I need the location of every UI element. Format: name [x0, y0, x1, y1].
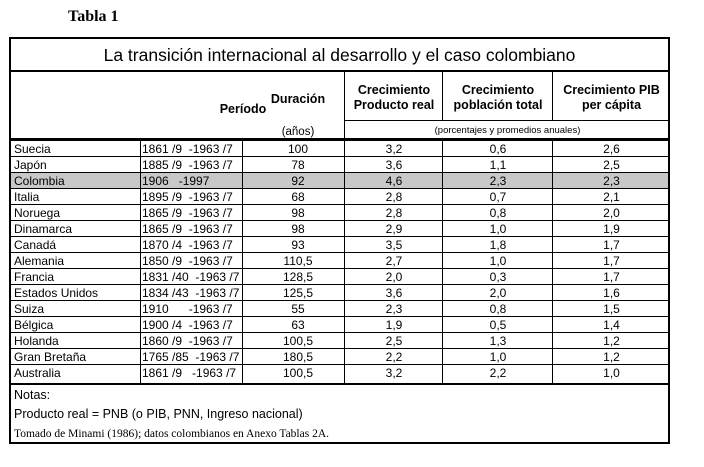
country-cell: Alemania [14, 254, 65, 268]
divider [442, 140, 443, 383]
growth-population-cell: 0,3 [489, 270, 507, 284]
divider [242, 140, 243, 383]
table-row [11, 284, 668, 300]
growth-population-cell: 1,8 [489, 238, 507, 252]
divider [552, 140, 553, 383]
country-cell: Noruega [14, 206, 61, 220]
duration-cell: 125,5 [282, 286, 314, 300]
duration-cell: 180,5 [282, 350, 314, 364]
duration-cell: 98 [291, 222, 305, 236]
period-cell: 1834 /43 -1963 /7 [142, 286, 240, 300]
table-frame [9, 37, 670, 444]
growth-real-cell: 2,2 [385, 350, 403, 364]
growth-real-cell: 2,0 [385, 270, 403, 284]
table-row [11, 252, 668, 268]
growth-per-capita-cell: 1,6 [603, 286, 620, 300]
notes [14, 386, 303, 424]
duration-cell: 98 [291, 206, 305, 220]
growth-per-capita-cell: 1,2 [603, 334, 620, 348]
growth-real-cell: 2,8 [385, 206, 403, 220]
growth-real-cell: 2,7 [385, 254, 403, 268]
duration-cell: 128,5 [282, 270, 314, 284]
period-cell: 1831 /40 -1963 /7 [142, 270, 240, 284]
country-cell: Suecia [14, 142, 51, 156]
growth-population-cell: 2,2 [489, 366, 507, 380]
growth-population-cell: 1,0 [489, 350, 507, 364]
units-subnote: (porcentajes y promedios anuales) [434, 125, 581, 136]
table-title: La transición internacional al desarrollo y el caso colombiano [11, 39, 668, 72]
period-cell: 1865 /9 -1963 /7 [142, 206, 233, 220]
country-cell: Bélgica [14, 318, 54, 332]
country-cell: Australia [14, 366, 61, 380]
period-cell: 1861 /9 -1963 /7 [142, 142, 233, 156]
growth-real-cell: 3,5 [385, 238, 403, 252]
period-cell: 1885 /9 -1963 /7 [142, 158, 233, 172]
notes-heading: Notas: [14, 388, 51, 402]
table-row [11, 156, 668, 172]
divider [344, 140, 345, 383]
table-row [11, 172, 668, 188]
divider [140, 140, 141, 383]
period-cell: 1865 /9 -1963 /7 [142, 222, 233, 236]
growth-population-cell: 0,8 [489, 206, 507, 220]
duration-cell: 92 [291, 174, 305, 188]
growth-population-cell: 1,3 [489, 334, 507, 348]
growth-per-capita-cell: 1,0 [603, 366, 620, 380]
table-row [11, 204, 668, 220]
growth-per-capita-cell: 1,5 [603, 302, 620, 316]
growth-population-cell: 0,8 [489, 302, 507, 316]
growth-population-cell: 0,5 [489, 318, 507, 332]
period-header: Período [219, 102, 267, 116]
growth-real-cell: 3,2 [385, 366, 403, 380]
growth-per-capita-header: Crecimiento PIB per cápita [563, 83, 660, 112]
country-cell: Canadá [14, 238, 57, 252]
divider [344, 72, 345, 139]
growth-population-cell: 2,3 [489, 174, 507, 188]
growth-real-cell: 1,9 [385, 318, 403, 332]
growth-per-capita-cell: 2,1 [603, 190, 620, 204]
growth-population-cell: 2,0 [489, 286, 507, 300]
growth-per-capita-cell: 2,5 [603, 158, 620, 172]
period-cell: 1910 -1963 /7 [142, 302, 233, 316]
duration-cell: 78 [291, 158, 305, 172]
duration-cell: 110,5 [283, 254, 313, 268]
table-row [11, 188, 668, 204]
divider [11, 383, 670, 385]
growth-per-capita-cell: 2,6 [603, 142, 620, 156]
table-header [11, 72, 668, 139]
growth-real-cell: 2,3 [385, 302, 403, 316]
notes-definition: Producto real = PNB (o PIB, PNN, Ingreso nacional) [14, 407, 303, 421]
source-note: Tomado de Minami (1986); datos colombianos en Anexo Tablas 2A. [14, 428, 330, 440]
duration-unit: (años) [281, 126, 315, 138]
country-cell: Estados Unidos [14, 286, 99, 300]
table-row [11, 348, 668, 364]
growth-population-cell: 1,1 [489, 158, 507, 172]
growth-real-cell: 4,6 [385, 174, 403, 188]
country-cell: Japón [14, 158, 47, 172]
growth-real-cell: 2,8 [385, 190, 403, 204]
growth-real-cell: 3,6 [385, 158, 403, 172]
growth-real-cell: 3,2 [385, 142, 403, 156]
table-row [11, 316, 668, 332]
growth-per-capita-cell: 1,9 [603, 222, 620, 236]
growth-real-cell: 2,9 [385, 222, 403, 236]
growth-per-capita-cell: 1,7 [603, 254, 620, 268]
growth-per-capita-cell: 1,7 [603, 270, 620, 284]
duration-cell: 100 [287, 142, 309, 156]
period-cell: 1900 /4 -1963 /7 [142, 318, 233, 332]
period-cell: 1906 -1997 [142, 174, 210, 188]
country-cell: Francia [14, 270, 55, 284]
divider [442, 72, 443, 120]
country-cell: Suiza [14, 302, 45, 316]
duration-cell: 100,5 [282, 334, 314, 348]
country-cell: Colombia [14, 174, 65, 188]
growth-real-cell: 2,5 [385, 334, 403, 348]
period-cell: 1895 /9 -1963 /7 [142, 190, 233, 204]
growth-population-cell: 1,0 [489, 222, 507, 236]
duration-cell: 68 [291, 190, 305, 204]
period-cell: 1765 /85 -1963 /7 [142, 350, 240, 364]
table-row [11, 300, 668, 316]
period-cell: 1860 /9 -1963 /7 [142, 334, 233, 348]
duration-cell: 55 [291, 302, 305, 316]
growth-population-cell: 0,6 [489, 142, 507, 156]
growth-per-capita-cell: 1,2 [603, 350, 620, 364]
table-row [11, 332, 668, 348]
growth-real-header: Crecimiento Producto real [353, 83, 435, 112]
table-row [11, 364, 668, 380]
duration-cell: 63 [291, 318, 305, 332]
growth-population-cell: 0,7 [489, 190, 507, 204]
table-label: Tabla 1 [68, 8, 119, 25]
growth-real-cell: 3,6 [385, 286, 403, 300]
duration-cell: 100,5 [282, 366, 314, 380]
growth-per-capita-cell: 2,0 [603, 206, 620, 220]
table-row [11, 220, 668, 236]
country-cell: Italia [14, 190, 40, 204]
country-cell: Holanda [14, 334, 59, 348]
period-cell: 1870 /4 -1963 /7 [142, 238, 233, 252]
table-row [11, 140, 668, 156]
country-cell: Dinamarca [14, 222, 73, 236]
growth-per-capita-cell: 2,3 [603, 174, 620, 188]
growth-population-header: Crecimiento población total [453, 83, 543, 112]
period-cell: 1861 /9 -1963 /7 [142, 366, 237, 380]
table-row [11, 268, 668, 284]
growth-per-capita-cell: 1,7 [603, 238, 620, 252]
growth-population-cell: 1,0 [489, 254, 507, 268]
divider [344, 120, 670, 121]
period-cell: 1850 /9 -1963 /7 [142, 254, 233, 268]
duration-header: Duración [270, 92, 326, 106]
growth-per-capita-cell: 1,4 [603, 318, 620, 332]
divider [552, 72, 553, 120]
country-cell: Gran Bretaña [14, 350, 87, 364]
table-row [11, 236, 668, 252]
duration-cell: 93 [291, 238, 305, 252]
